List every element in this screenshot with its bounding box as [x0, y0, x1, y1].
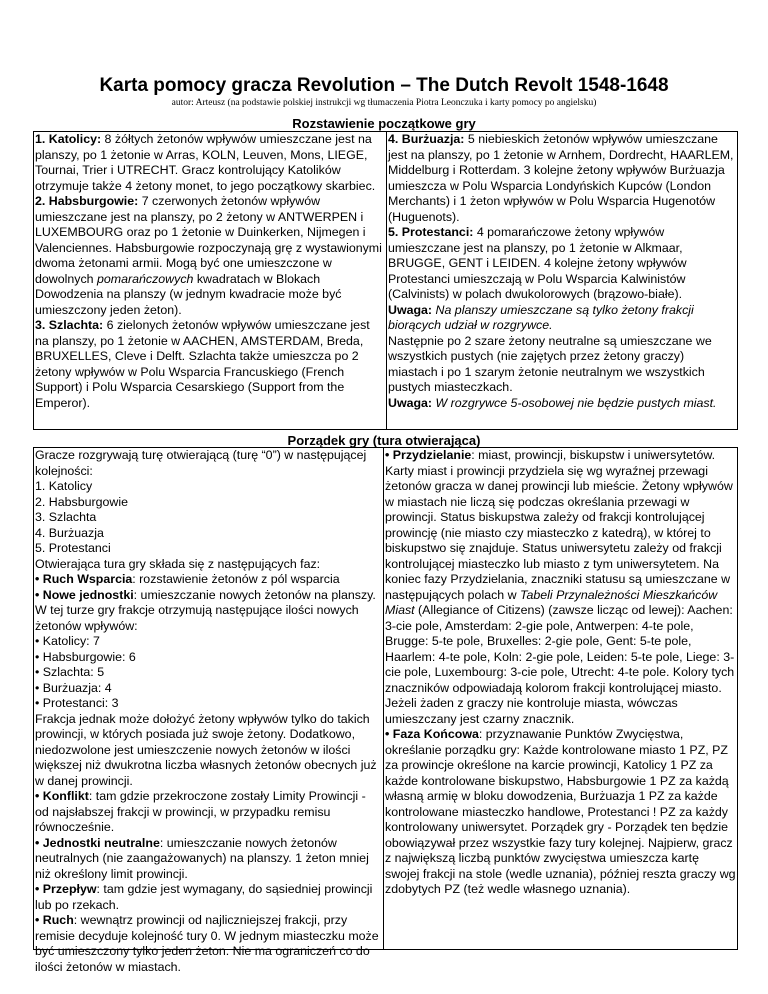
- paragraph: [35, 913, 381, 975]
- paragraph: [35, 495, 381, 511]
- page-title: Karta pomocy gracza Revolution – The Dutch Revolt 1548-1648: [99, 75, 669, 96]
- italic-text: pomarańczowych: [97, 271, 194, 286]
- paragraph: [35, 789, 381, 836]
- body-text: : wewnątrz prowincji od najliczniejszej frakcji, przy remisie decyduje kolejność tury 0. W jednym miasteczku może być umieszczony tylko jeden żeton. Nie ma ograniczeń co do ilości żetonów w miastach.: [35, 913, 379, 974]
- paragraph: [35, 194, 382, 318]
- body-text: : przyznawanie Punktów Zwycięstwa, określanie porządku gry: Każde kontrolowane miasto 1 PZ, PZ za prowincje określone na karcie prowincji, Katolicy 1 PZ za każde kontrolowane biskupstwo, Habsburgowie 1 PZ za każdą własną armię w bloku dowodzenia, Burżuazja 1 PZ za każde kontrolowane miasteczko handlowe, Protestanci ! PZ za każdy kontrolowany uniwersytet. Porządek gry - Porządek ten będzie obowiązywał przez wszystkie fazy tury kolejnej. Najpierw, gracz z największą liczbą punktów zwycięstwa umieszcza kartę swojej frakcji na stole (wedle uznania), później reszta graczy wg zdobytych PZ (też wedle własnego uznania).: [385, 727, 736, 896]
- paragraph: [388, 132, 736, 225]
- body-text: : miast, prowincji, biskupstw i uniwersytetów. Karty miast i prowincji przydziela się wg wyraźnej przewagi żetonów gracza w danej prowincji lub mieście. Żetony wpływów w miastach nie liczą się podczas określania przewagi w prowincji. Status biskupstwa zależy od frakcji kontrolującej prowincję (nie miasto czy miasteczko z katedrą), w której to biskupstwo się znajduje. Status uniwersytetu zależy od frakcji kontrolującej miasteczko lub miasto z tym uniwersytetem. Na koniec fazy Przydzielania, znaczniki statusu są umieszczane w następujących polach w: [385, 448, 733, 602]
- body-text: 1. Katolicy: [35, 479, 93, 493]
- body-text: • Katolicy: 7: [35, 634, 100, 648]
- body-text: 5 niebieskich żetonów wpływów umieszczane jest na planszy, po 1 żetonie w Arnhem, Dordrecht, HAARLEM, Middelburg i Rotterdam. 3 kolejne żetony wpływów Burżuazja umieszcza w Polu Wsparcia Londyńskich Kupców (London Merchants) i 1 żeton wpływów w Polu Wsparcia Hugenotów (Huguenots).: [388, 132, 734, 224]
- paragraph: [385, 727, 736, 898]
- bold-label: Uwaga:: [388, 302, 433, 317]
- body-text: Otwierająca tura gry składa się z następujących faz:: [35, 556, 321, 571]
- paragraph: [35, 650, 381, 666]
- body-text: kwadratach w Blokach Dowodzenia na planszy (w jednym kwadracie może być umieszczony jeden żeton).: [35, 271, 342, 317]
- body-text: 8 żółtych żetonów wpływów umieszczane jest na planszy, po 1 żetonie w Arras, KOLN, Leuven, Mons, LIEGE, Tournai, Trier i UTRECHT. Gracz kontrolujący Katolików otrzymuje także 4 żetony monet, to jego początkowy skarbiec.: [35, 132, 376, 193]
- paragraph: [35, 318, 382, 411]
- paragraph: [35, 479, 381, 495]
- column-divider: [383, 448, 384, 949]
- paragraph: [35, 634, 381, 650]
- paragraph: [35, 448, 381, 479]
- italic-text: Na planszy umieszczane są tylko żetony frakcji biorących udział w rozgrywce.: [388, 302, 694, 332]
- italic-text: Tabeli Przynależności Mieszkańców Miast: [385, 587, 718, 617]
- paragraph: [35, 132, 382, 194]
- order-heading: Porządek gry (tura otwierająca): [287, 433, 481, 448]
- body-text: : umieszczanie nowych żetonów neutralnych (nie zaangażowanych) na planszy. 1 żeton mniej niż określony limit prowincji.: [35, 835, 369, 881]
- body-text: • Burżuazja: 4: [35, 680, 112, 695]
- setup-left-column: [35, 132, 382, 411]
- body-text: 4 pomarańczowe żetony wpływów umieszczane jest na planszy, po 1 żetonie w Alkmaar, BRUGGE, GENT i LEIDEN. 4 kolejne żetony wpływów Protestanci umieszczają w Polu Wsparcia Kalwinistów (Calvinists) w polach dwukolorowych (brązowo-białe).: [388, 225, 687, 301]
- paragraph: [35, 665, 381, 681]
- paragraph: [35, 696, 381, 712]
- bold-label: 1. Katolicy:: [35, 132, 102, 146]
- bold-label: • Faza Końcowa: [385, 727, 479, 741]
- paragraph: [388, 396, 736, 412]
- bold-label: 5. Protestanci:: [388, 225, 474, 239]
- setup-box: [33, 131, 738, 430]
- bold-label: 3. Szlachta:: [35, 318, 104, 332]
- body-text: : tam gdzie jest wymagany, do sąsiedniej prowincji lub po rzekach.: [35, 882, 373, 912]
- bold-label: • Jednostki neutralne: [35, 835, 160, 850]
- setup-heading: Rozstawienie początkowe gry: [292, 116, 476, 131]
- bold-label: • Ruch: [35, 913, 74, 927]
- bold-label: 4. Burżuazja:: [388, 132, 465, 146]
- bold-label: • Przydzielanie: [385, 448, 472, 462]
- body-text: : tam gdzie przekroczone zostały Limity Prowincji - od najsłabszej frakcji w prowincji, w przypadku remisu równocześnie.: [35, 789, 366, 834]
- order-left-column: [35, 448, 381, 975]
- paragraph: [35, 882, 381, 913]
- body-text: (Allegiance of Citizens) (zawsze licząc od lewej): Aachen: 3-cie pole, Amsterdam: 2-gie pole, Antwerpen: 4-te pole, Brugge: 5-te pole, Bruxelles: 2-gie pole, Gent: 5-te pole, Haarlem: 4-te pole, Koln: 2-gie pole, Leiden: 5-te pole, Liege: 3-cie pole, Luxembourg: 3-cie pole, Utrecht: 4-te pole. Kolory tych znaczników odpowiadają kolorom frakcji kontrolującej miasto. Jeżeli żaden z graczy nie kontroluje miasta, wówczas umieszczany jest czarny znacznik.: [385, 603, 735, 726]
- paragraph: [35, 526, 381, 542]
- author-byline: autor: Arteusz (na podstawie polskiej instrukcji wg tłumaczenia Piotra Leonczuka i karty pomocy po angielsku): [171, 98, 597, 108]
- paragraph: [35, 557, 381, 573]
- paragraph: [35, 681, 381, 697]
- body-text: Gracze rozgrywają turę otwierającą (turę “0”) w następującej kolejności:: [35, 448, 367, 478]
- body-text: • Szlachta: 5: [35, 665, 105, 679]
- italic-text: W rozgrywce 5-osobowej nie będzie pustych miast.: [432, 395, 717, 410]
- body-text: : umieszczanie nowych żetonów na planszy. W tej turze gry frakcje otrzymują następujące ilości nowych żetonów wpływów:: [35, 587, 376, 633]
- column-divider: [386, 132, 387, 429]
- paragraph: [388, 303, 736, 334]
- body-text: 7 czerwonych żetonów wpływów umieszczane jest na planszy, po 2 żetony w ANTWERPEN i LUXEMBOURG oraz po 1 żetonie w Duinkerken, Nijmegen i Valenciennes. Habsburgowie rozpoczynają grę z wystawionymi dwoma żetonami armii. Mogą być one umieszczone w dowolnych: [35, 194, 382, 286]
- paragraph: [388, 334, 736, 396]
- bold-label: • Nowe jednostki: [35, 587, 134, 602]
- body-text: 4. Burżuazja: [35, 525, 104, 540]
- paragraph: [35, 541, 381, 557]
- bold-label: • Przepływ: [35, 882, 97, 896]
- paragraph: [35, 572, 381, 588]
- body-text: : rozstawienie żetonów z pól wsparcia: [132, 572, 340, 586]
- setup-right-column: [388, 132, 736, 411]
- paragraph: [35, 712, 381, 790]
- paragraph: [35, 836, 381, 883]
- body-text: 6 zielonych żetonów wpływów umieszczane jest na planszy, po 1 żetonie w AACHEN, AMSTERDAM, Breda, BRUXELLES, Cleve i Delft. Szlachta także umieszcza po 2 żetony wpływów w Polu Wsparcia Francuskiego (French Support) i Polu Wsparcia Cesarskiego (Support from the Emperor).: [35, 318, 370, 410]
- paragraph: [385, 448, 736, 727]
- order-box: [33, 447, 738, 974]
- bold-label: Uwaga:: [388, 395, 433, 410]
- bold-label: • Konflikt: [35, 789, 89, 803]
- body-text: 3. Szlachta: [35, 510, 97, 524]
- bold-label: 2. Habsburgowie:: [35, 194, 139, 208]
- body-text: Następnie po 2 szare żetony neutralne są umieszczane we wszystkich pustych (nie zajętych przez żetony graczy) miastach i po 1 szarym żetonie neutralnym we wszystkich pustych miasteczkach.: [388, 333, 712, 394]
- body-text: Frakcja jednak może dołożyć żetony wpływów tylko do takich prowincji, w których posiada już swoje żetony. Dodatkowo, niedozwolone jest umieszczenie nowych żetonów w ilości większej niż dwukrotna liczba własnych żetonów obecnych już w danej prowincji.: [35, 711, 377, 788]
- body-text: • Protestanci: 3: [35, 696, 119, 710]
- body-text: 2. Habsburgowie: [35, 494, 128, 509]
- paragraph: [35, 510, 381, 526]
- paragraph: [35, 588, 381, 635]
- paragraph: [388, 225, 736, 303]
- bold-label: • Ruch Wsparcia: [35, 572, 133, 586]
- body-text: 5. Protestanci: [35, 541, 111, 555]
- body-text: • Habsburgowie: 6: [35, 649, 136, 664]
- order-right-column: [385, 448, 736, 898]
